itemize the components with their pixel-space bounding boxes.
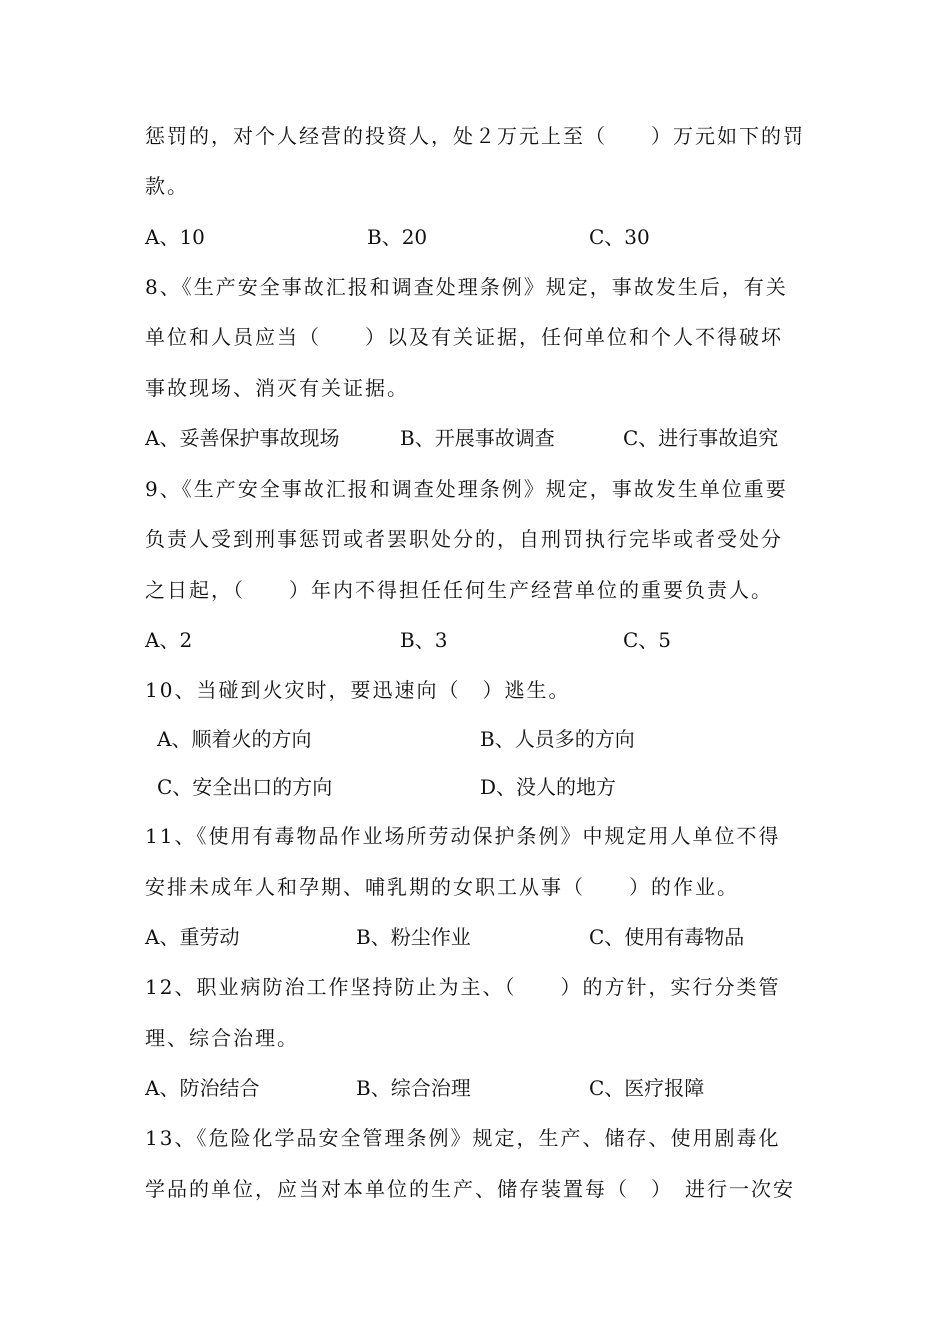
q7-text-line-1: 惩罚的，对个人经营的投资人，处２万元上至（ ）万元如下的罚	[145, 124, 805, 148]
q11-option-c: C、使用有毒物品	[589, 925, 745, 949]
q8-text-line-2: 单位和人员应当（ ）以及有关证据，任何单位和个人不得破坏	[145, 325, 783, 349]
q11-text-line-1: 11、《使用有毒物品作业场所劳动保护条例》中规定用人单位不得	[145, 824, 781, 848]
q7-text-line-2: 款。	[145, 174, 189, 198]
q11-option-a: A、重劳动	[145, 925, 240, 949]
q13-text-line-1: 13、《危险化学品安全管理条例》规定，生产、储存、使用剧毒化	[145, 1126, 781, 1150]
q9-option-b: B、3	[400, 628, 448, 652]
q12-option-b: B、综合治理	[356, 1076, 471, 1100]
q8-option-c: C、进行事故追究	[623, 426, 779, 450]
q11-option-b: B、粉尘作业	[356, 925, 471, 949]
q10-option-c: C、安全出口的方向	[157, 775, 333, 799]
q8-text-line-3: 事故现场、消灭有关证据。	[145, 376, 409, 400]
q12-option-a: A、防治结合	[145, 1076, 260, 1100]
q13-text-line-2: 学品的单位，应当对本单位的生产、储存装置每（ ） 进行一次安	[145, 1177, 795, 1201]
q10-option-a: A、顺着火的方向	[157, 727, 312, 751]
q9-option-a: A、2	[145, 628, 193, 652]
q7-option-a: A、10	[145, 225, 205, 249]
q12-option-c: C、医疗报障	[589, 1076, 705, 1100]
q10-options-row-2	[145, 773, 705, 801]
q11-text-line-2: 安排未成年人和孕期、哺乳期的女职工从事（ ）的作业。	[145, 875, 739, 899]
q8-options	[145, 424, 810, 452]
q7-options	[145, 223, 705, 251]
q11-options	[145, 923, 785, 951]
q9-option-c: C、5	[623, 628, 672, 652]
q12-text-line-2: 理、综合治理。	[145, 1026, 299, 1050]
q7-option-b: B、20	[367, 225, 428, 249]
q7-option-c: C、30	[589, 225, 650, 249]
q9-text-line-2: 负责人受到刑事惩罚或者罢职处分的，自刑罚执行完毕或者受处分	[145, 527, 783, 551]
q12-options	[145, 1074, 785, 1102]
q8-text-line-1: 8、《生产安全事故汇报和调查处理条例》规定，事故发生后，有关	[145, 275, 788, 299]
q12-text-line-1: 12、职业病防治工作坚持防止为主、（ ）的方针，实行分类管	[145, 975, 781, 999]
q9-options	[145, 626, 705, 654]
q8-option-b: B、开展事故调查	[400, 426, 555, 450]
q9-text-line-1: 9、《生产安全事故汇报和调查处理条例》规定，事故发生单位重要	[145, 477, 788, 501]
q8-option-a: A、妥善保护事故现场	[145, 426, 340, 450]
q10-option-d: D、没人的地方	[480, 775, 617, 799]
q10-option-b: B、人员多的方向	[480, 727, 635, 751]
q10-text-line-1: 10、当碰到火灾时，要迅速向（ ）逃生。	[145, 678, 571, 702]
q10-options-row-1	[145, 725, 705, 753]
q9-text-line-3: 之日起，（ ）年内不得担任任何生产经营单位的重要负责人。	[145, 578, 773, 602]
